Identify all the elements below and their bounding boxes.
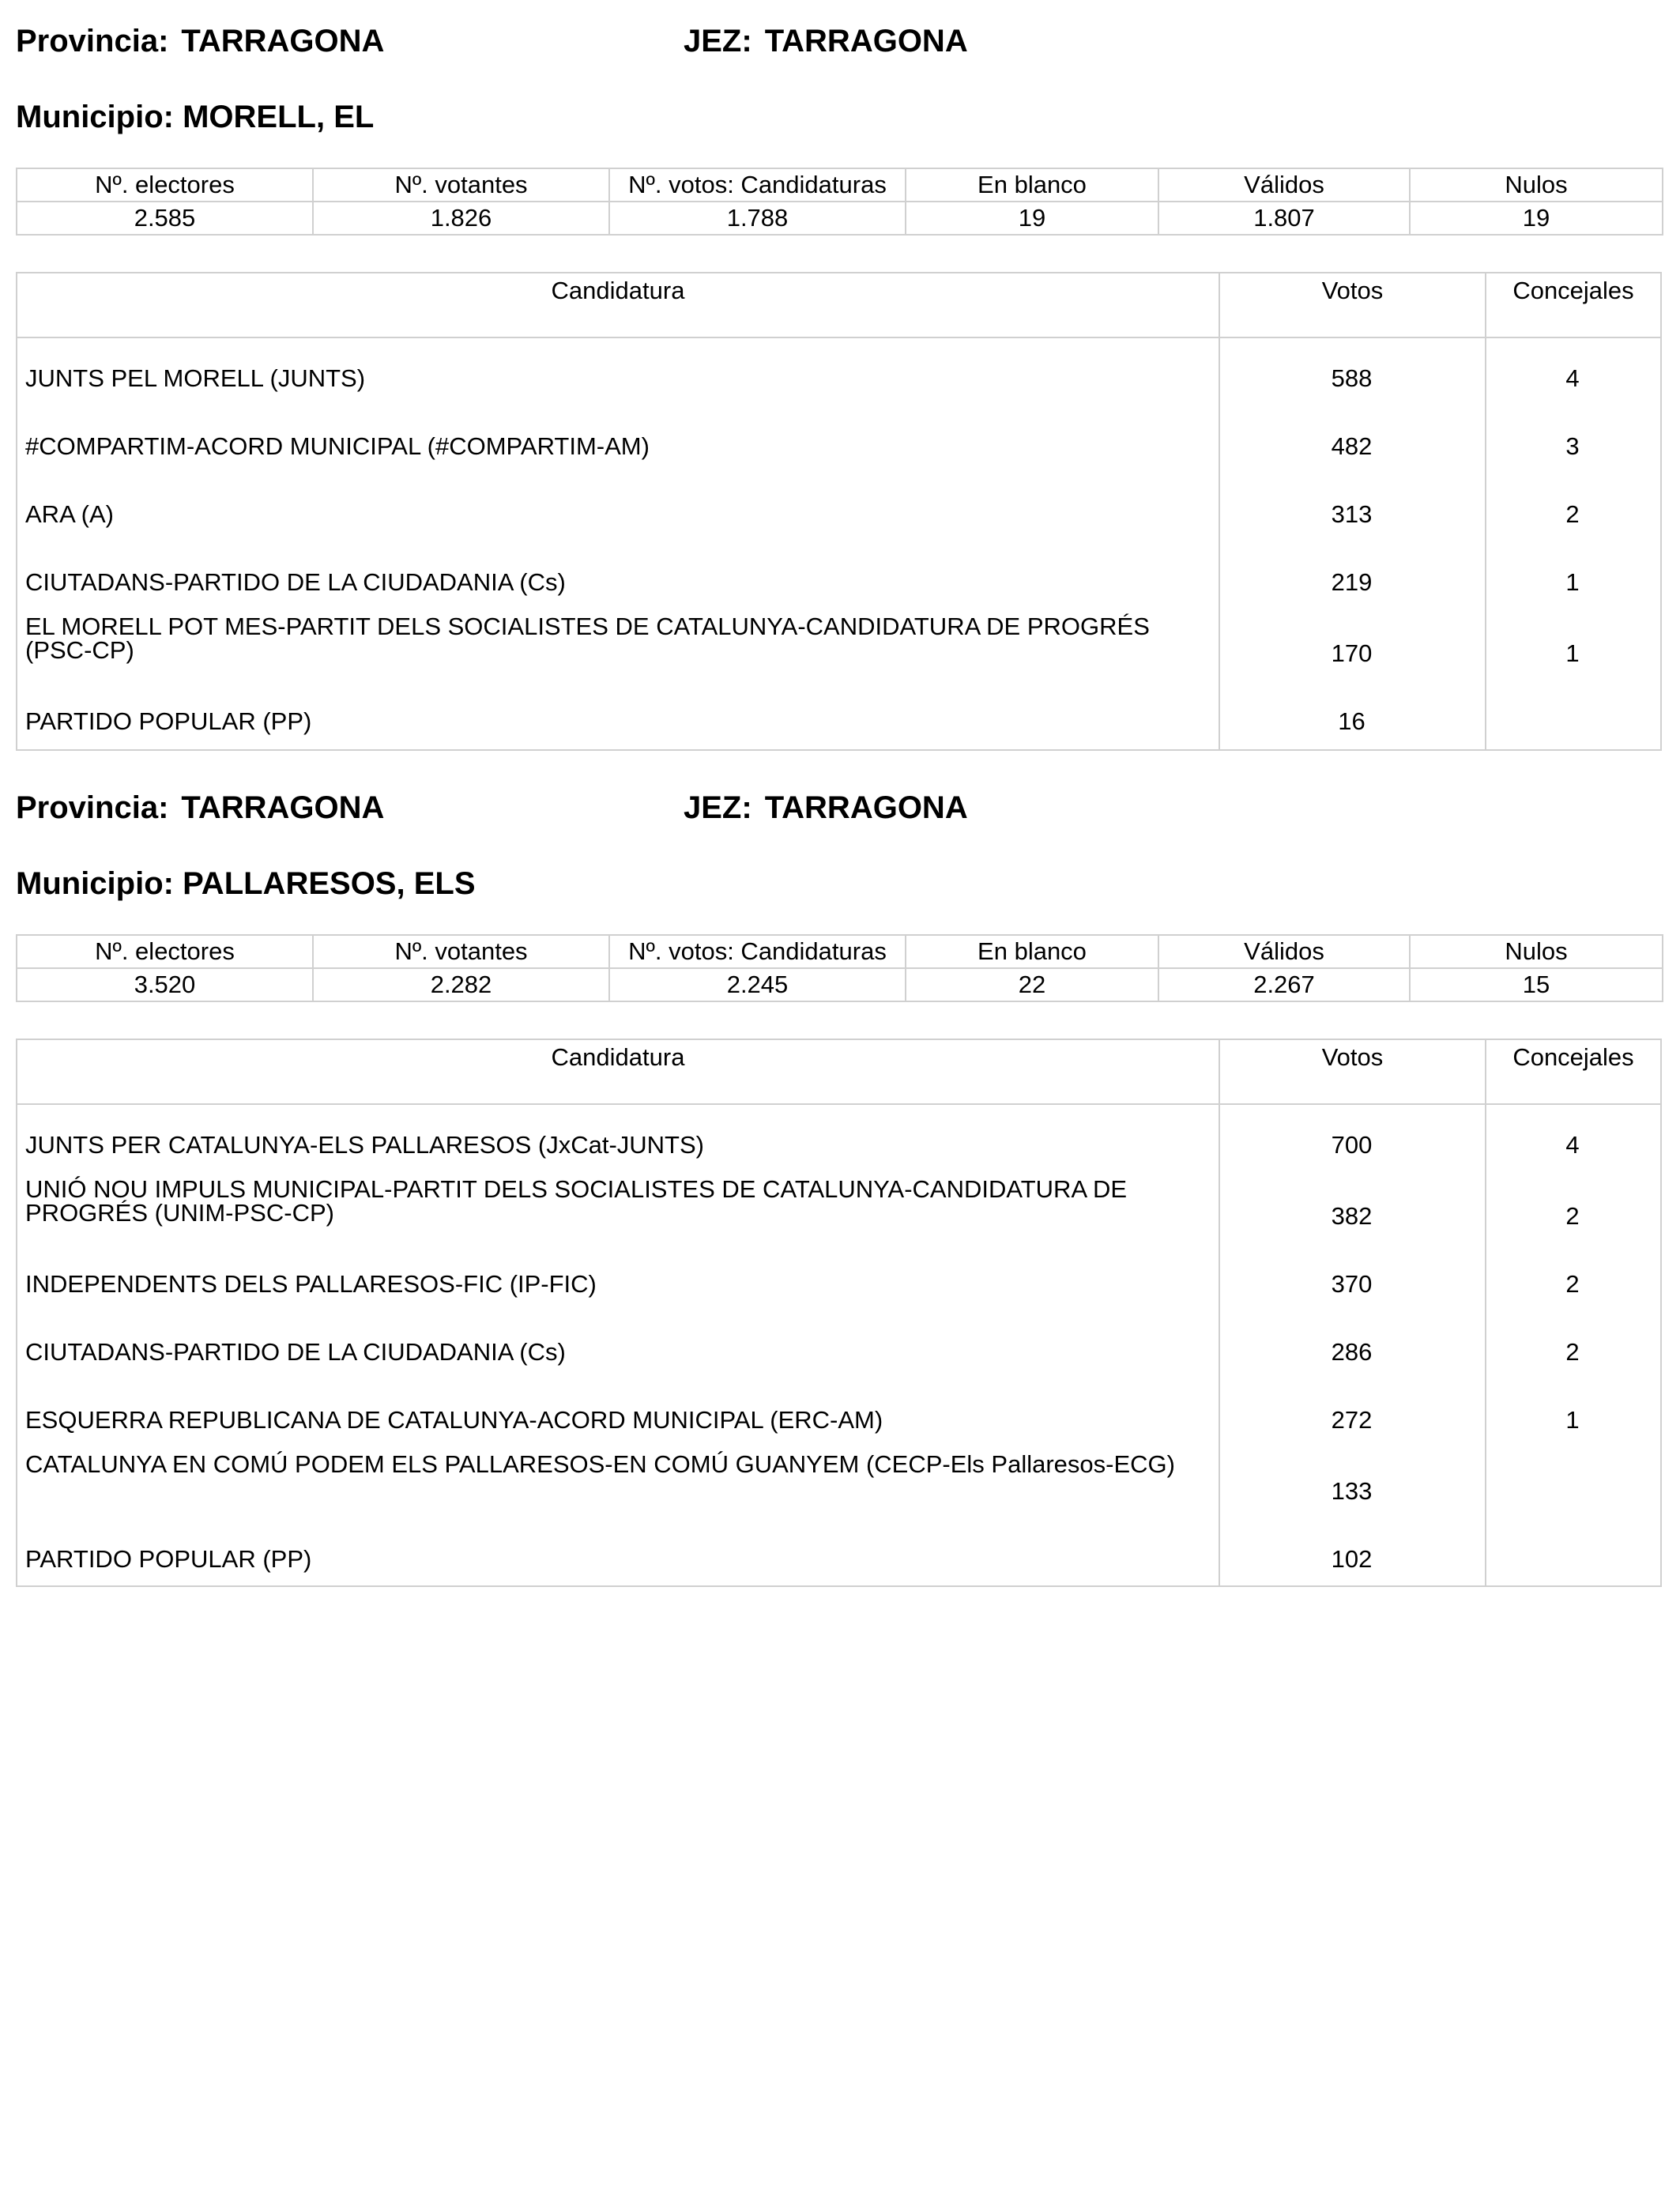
summary-header-votos-candidaturas: Nº. votos: Candidaturas bbox=[609, 168, 906, 202]
header-concejales: Concejales bbox=[1485, 273, 1660, 337]
summary-header-votantes: Nº. votantes bbox=[313, 168, 609, 202]
summary-value-row bbox=[17, 202, 1663, 235]
candidature-name: ARA (A) bbox=[25, 500, 114, 528]
summary-value-validos: 2.267 bbox=[1158, 968, 1410, 1001]
jez-heading: JEZ: TARRAGONA bbox=[684, 24, 968, 58]
summary-value-validos: 1.807 bbox=[1158, 202, 1410, 235]
candidature-votes: 219 bbox=[1331, 568, 1373, 596]
summary-value-votantes: 1.826 bbox=[313, 202, 609, 235]
summary-header-row bbox=[17, 168, 1663, 202]
candidature-seats: 1 bbox=[1565, 1406, 1580, 1434]
candidature-seats: 2 bbox=[1565, 1202, 1580, 1230]
summary-header-electores: Nº. electores bbox=[17, 935, 313, 968]
candidature-header-row bbox=[17, 1040, 1660, 1105]
summary-value-votos-candidaturas: 1.788 bbox=[609, 202, 906, 235]
candidature-name: PARTIDO POPULAR (PP) bbox=[25, 707, 312, 735]
summary-header-validos: Válidos bbox=[1158, 935, 1410, 968]
summary-table bbox=[16, 168, 1663, 236]
summary-value-electores: 2.585 bbox=[17, 202, 313, 235]
summary-value-nulos: 19 bbox=[1410, 202, 1663, 235]
candidature-name: UNIÓ NOU IMPULS MUNICIPAL-PARTIT DELS SOCIALISTES DE CATALUNYA-CANDIDATURA DE PROGRÉS (UNIM-PSC-CP) bbox=[25, 1175, 1128, 1227]
summary-value-nulos: 15 bbox=[1410, 968, 1663, 1001]
summary-value-en-blanco: 22 bbox=[906, 968, 1158, 1001]
candidature-name: JUNTS PER CATALUNYA-ELS PALLARESOS (JxCat-JUNTS) bbox=[25, 1131, 704, 1159]
jez-heading: JEZ: TARRAGONA bbox=[684, 790, 968, 825]
provincia-heading: Provincia: TARRAGONA bbox=[16, 24, 385, 58]
candidature-votes: 102 bbox=[1331, 1545, 1373, 1573]
header-concejales: Concejales bbox=[1485, 1040, 1660, 1103]
summary-header-en-blanco: En blanco bbox=[906, 168, 1158, 202]
candidature-votes: 588 bbox=[1331, 364, 1373, 392]
summary-header-electores: Nº. electores bbox=[17, 168, 313, 202]
summary-value-row bbox=[17, 968, 1663, 1001]
candidature-name: CIUTADANS-PARTIDO DE LA CIUDADANIA (Cs) bbox=[25, 1338, 566, 1366]
candidature-name: PARTIDO POPULAR (PP) bbox=[25, 1545, 312, 1573]
header-candidatura: Candidatura bbox=[551, 1043, 685, 1071]
candidature-votes: 482 bbox=[1331, 432, 1373, 460]
candidature-votes: 700 bbox=[1331, 1131, 1373, 1159]
candidature-seats: 2 bbox=[1565, 1338, 1580, 1366]
provincia-heading: Provincia: TARRAGONA bbox=[16, 790, 385, 825]
candidature-seats: 1 bbox=[1565, 568, 1580, 596]
candidature-votes: 272 bbox=[1331, 1406, 1373, 1434]
candidature-name: INDEPENDENTS DELS PALLARESOS-FIC (IP-FIC) bbox=[25, 1270, 597, 1298]
candidature-votes: 313 bbox=[1331, 500, 1373, 528]
candidature-name: CIUTADANS-PARTIDO DE LA CIUDADANIA (Cs) bbox=[25, 568, 566, 596]
candidature-name: JUNTS PEL MORELL (JUNTS) bbox=[25, 364, 366, 392]
candidature-votes: 133 bbox=[1331, 1477, 1373, 1505]
candidature-name: #COMPARTIM-ACORD MUNICIPAL (#COMPARTIM-AM) bbox=[25, 432, 650, 460]
summary-header-votantes: Nº. votantes bbox=[313, 935, 609, 968]
summary-value-en-blanco: 19 bbox=[906, 202, 1158, 235]
candidature-votes: 170 bbox=[1331, 639, 1373, 667]
summary-header-votos-candidaturas: Nº. votos: Candidaturas bbox=[609, 935, 906, 968]
candidature-name: CATALUNYA EN COMÚ PODEM ELS PALLARESOS-EN COMÚ GUANYEM (CECP-Els Pallaresos-ECG) bbox=[25, 1450, 1175, 1478]
summary-header-validos: Válidos bbox=[1158, 168, 1410, 202]
candidature-votes: 286 bbox=[1331, 1338, 1373, 1366]
candidature-seats: 1 bbox=[1565, 639, 1580, 667]
candidature-body bbox=[17, 1105, 1660, 1585]
candidature-votes: 16 bbox=[1338, 707, 1365, 735]
header-votos: Votos bbox=[1219, 273, 1485, 337]
candidature-seats: 4 bbox=[1565, 1131, 1580, 1159]
municipio-heading: Municipio: PALLARESOS, ELS bbox=[16, 866, 476, 901]
summary-table bbox=[16, 934, 1663, 1002]
header-candidatura: Candidatura bbox=[551, 277, 685, 304]
candidature-seats: 2 bbox=[1565, 1270, 1580, 1298]
candidature-votes: 370 bbox=[1331, 1270, 1373, 1298]
summary-value-electores: 3.520 bbox=[17, 968, 313, 1001]
summary-value-votantes: 2.282 bbox=[313, 968, 609, 1001]
candidature-name: ESQUERRA REPUBLICANA DE CATALUNYA-ACORD MUNICIPAL (ERC-AM) bbox=[25, 1406, 883, 1434]
summary-header-en-blanco: En blanco bbox=[906, 935, 1158, 968]
summary-header-nulos: Nulos bbox=[1410, 935, 1663, 968]
candidature-body bbox=[17, 338, 1660, 749]
summary-header-row bbox=[17, 935, 1663, 968]
candidature-seats: 2 bbox=[1565, 500, 1580, 528]
candidature-table bbox=[16, 1039, 1662, 1587]
candidature-seats: 4 bbox=[1565, 364, 1580, 392]
candidature-seats: 3 bbox=[1565, 432, 1580, 460]
candidature-table bbox=[16, 272, 1662, 751]
summary-value-votos-candidaturas: 2.245 bbox=[609, 968, 906, 1001]
candidature-header-row bbox=[17, 273, 1660, 338]
candidature-votes: 382 bbox=[1331, 1202, 1373, 1230]
municipio-heading: Municipio: MORELL, EL bbox=[16, 100, 375, 134]
header-votos: Votos bbox=[1219, 1040, 1485, 1103]
candidature-name: EL MORELL POT MES-PARTIT DELS SOCIALISTES DE CATALUNYA-CANDIDATURA DE PROGRÉS (PSC-CP) bbox=[25, 613, 1150, 664]
summary-header-nulos: Nulos bbox=[1410, 168, 1663, 202]
